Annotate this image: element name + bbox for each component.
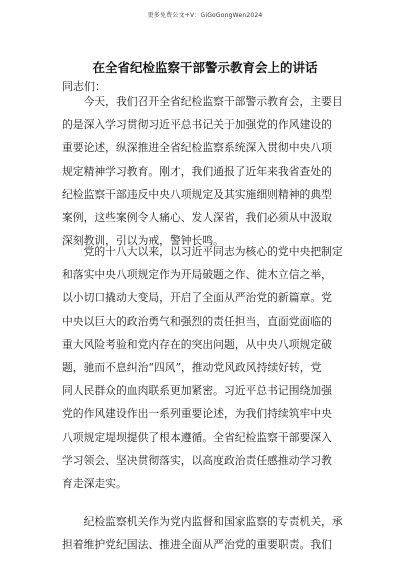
text-line: 深刻教训，引以为戒，警钟长鸣。: [62, 234, 224, 248]
text-line: 纪检监察机关作为党内监督和国家监察的专责机关，承: [62, 515, 343, 528]
text-line: 中央以巨大的政治勇气和强烈的责任担当，直面党面临的: [62, 314, 332, 328]
paragraph-3: [62, 510, 352, 556]
text-line: 同人民群众的血肉联系更加紧密。习近平总书记围绕加强: [62, 384, 332, 398]
document-title: 在全省纪检监察干部警示教育会上的讲话: [92, 60, 318, 75]
text-line: 育走深走实。: [62, 477, 127, 491]
text-line: 案例，这些案例令人痛心、发人深省，我们必须从中汲取: [62, 211, 332, 225]
text-line: 纪检监察干部违反中央八项规定及其实施细则精神的典型: [62, 187, 332, 201]
text-line: 党的十八大以来，以习近平同志为核心的党中央把制定: [62, 245, 343, 258]
text-line: 重要论述，纵深推进全省纪检监察系统深入贯彻中央八项: [62, 141, 332, 155]
text-line: 规定精神学习教育。刚才，我们通报了近年来我省查处的: [62, 164, 332, 178]
header-note: 更多免费公文+V：GiGoGongWen2024: [147, 12, 263, 19]
salutation: 同志们：: [62, 80, 106, 93]
text-line: 题，驰而不息纠治“四风”，推动党风政风持续好转，党: [62, 361, 322, 375]
text-line: 的是深入学习贯彻习近平总书记关于加强党的作风建设的: [62, 118, 332, 132]
text-line: 和落实中央八项规定作为开局破题之作、徙木立信之举，: [62, 268, 332, 282]
paragraph-2: [62, 240, 352, 495]
text-line: 今天，我们召开全省纪检监察干部警示教育会，主要目: [62, 95, 343, 108]
paragraph-1: [62, 90, 352, 252]
text-line: 重大风险考验和党内存在的突出问题，从中央八项规定破: [62, 337, 332, 351]
text-line: 担着维护党纪国法、推进全面从严治党的重要职责。我们: [62, 538, 332, 552]
text-line: 党的作风建设作出一系列重要论述，为我们持续筑牢中央: [62, 407, 332, 421]
text-line: 以小切口撬动大变局，开启了全面从严治党的新篇章。党: [62, 291, 332, 305]
text-line: 学习领会、坚决贯彻落实，以高度政治责任感推动学习教: [62, 453, 332, 467]
text-line: 八项规定堤坝提供了根本遵循。全省纪检监察干部要深入: [62, 430, 332, 444]
